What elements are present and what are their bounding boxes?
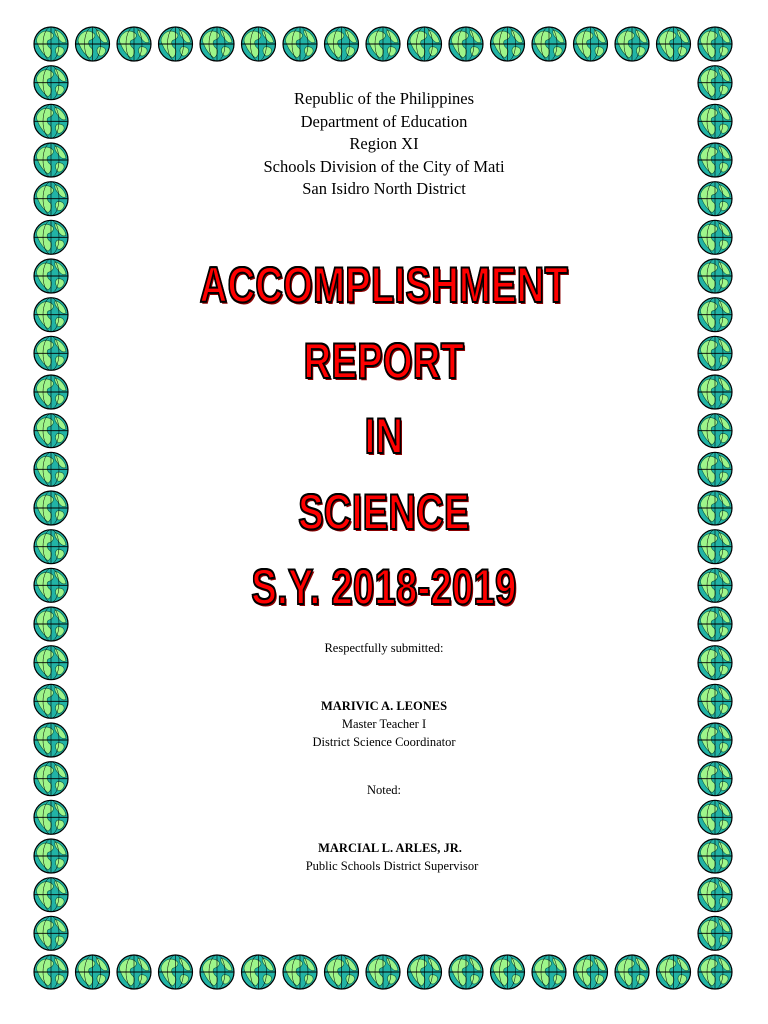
globe-icon <box>34 607 68 641</box>
title-line-2: REPORT <box>303 332 465 389</box>
globe-icon <box>34 375 68 409</box>
globe-icon <box>242 955 276 989</box>
globe-icon <box>34 220 68 254</box>
header-republic: Republic of the Philippines <box>293 89 475 108</box>
globe-icon <box>698 336 732 370</box>
globe-icon <box>698 607 732 641</box>
globe-icon <box>200 27 234 61</box>
globe-icon <box>76 955 110 989</box>
header-region: Region XI <box>349 134 419 154</box>
globe-icon <box>366 27 400 61</box>
globe-icon <box>532 27 566 61</box>
globe-icon <box>698 568 732 602</box>
globe-icon <box>491 955 525 989</box>
globe-icon <box>657 27 691 61</box>
noted-label-text: Noted: <box>366 783 402 797</box>
globe-icon <box>117 955 151 989</box>
title-line-1: ACCOMPLISHMENT <box>199 257 569 313</box>
globe-icon <box>615 27 649 61</box>
globe-icon <box>698 27 732 61</box>
globe-icon <box>34 955 68 989</box>
noter-block <box>0 839 768 875</box>
globe-icon <box>34 800 68 834</box>
globe-icon <box>698 800 732 834</box>
globe-icon <box>574 27 608 61</box>
globe-icon <box>491 27 525 61</box>
globe-icon <box>698 530 732 564</box>
globe-icon <box>408 27 442 61</box>
globe-icon <box>698 259 732 293</box>
globe-icon <box>657 955 691 989</box>
header-block <box>0 88 768 201</box>
globe-icon <box>408 955 442 989</box>
globe-icon <box>242 27 276 61</box>
globe-icon <box>615 955 649 989</box>
globe-icon <box>574 955 608 989</box>
submitter-role: District Science Coordinator <box>312 735 456 749</box>
globe-icon <box>698 955 732 989</box>
noter-position: Public Schools District Supervisor <box>305 859 479 873</box>
submitter-block <box>0 697 768 751</box>
globe-icon <box>698 916 732 950</box>
globe-icon <box>698 491 732 525</box>
globe-icon <box>34 259 68 293</box>
globe-icon <box>159 27 193 61</box>
globe-icon <box>698 220 732 254</box>
submitter-position: Master Teacher I <box>341 717 427 731</box>
globe-icon <box>34 452 68 486</box>
globe-icon <box>76 27 110 61</box>
globe-icon <box>34 414 68 448</box>
globe-icon <box>34 568 68 602</box>
noted-label <box>0 781 768 799</box>
globe-icon <box>283 27 317 61</box>
globe-icon <box>325 27 359 61</box>
globe-icon <box>200 955 234 989</box>
globe-icon <box>34 27 68 61</box>
globe-icon <box>34 916 68 950</box>
globe-icon <box>449 955 483 989</box>
globe-icon <box>532 955 566 989</box>
title-line-3: IN <box>364 408 404 464</box>
globe-icon <box>449 27 483 61</box>
globe-icon <box>34 336 68 370</box>
globe-icon <box>698 452 732 486</box>
submitter-name: MARIVIC A. LEONES <box>320 699 448 713</box>
submitted-label <box>0 639 768 657</box>
noter-name: MARCIAL L. ARLES, JR. <box>318 841 462 855</box>
globe-icon <box>698 375 732 409</box>
globe-icon <box>34 491 68 525</box>
header-department: Department of Education <box>300 111 468 131</box>
report-title <box>92 248 676 626</box>
globe-icon <box>325 955 359 989</box>
title-line-5: S.Y. 2018-2019 <box>251 559 517 615</box>
header-division: Schools Division of the City of Mati <box>263 156 505 176</box>
globe-icon <box>698 298 732 332</box>
header-district: San Isidro North District <box>302 179 466 199</box>
globe-icon <box>283 955 317 989</box>
globe-icon <box>34 298 68 332</box>
submitted-label-text: Respectfully submitted: <box>324 641 444 655</box>
globe-icon <box>366 955 400 989</box>
title-line-4: SCIENCE <box>298 483 470 540</box>
globe-icon <box>159 955 193 989</box>
globe-icon <box>34 530 68 564</box>
globe-icon <box>698 878 732 912</box>
globe-icon <box>34 878 68 912</box>
globe-icon <box>698 414 732 448</box>
globe-icon <box>117 27 151 61</box>
